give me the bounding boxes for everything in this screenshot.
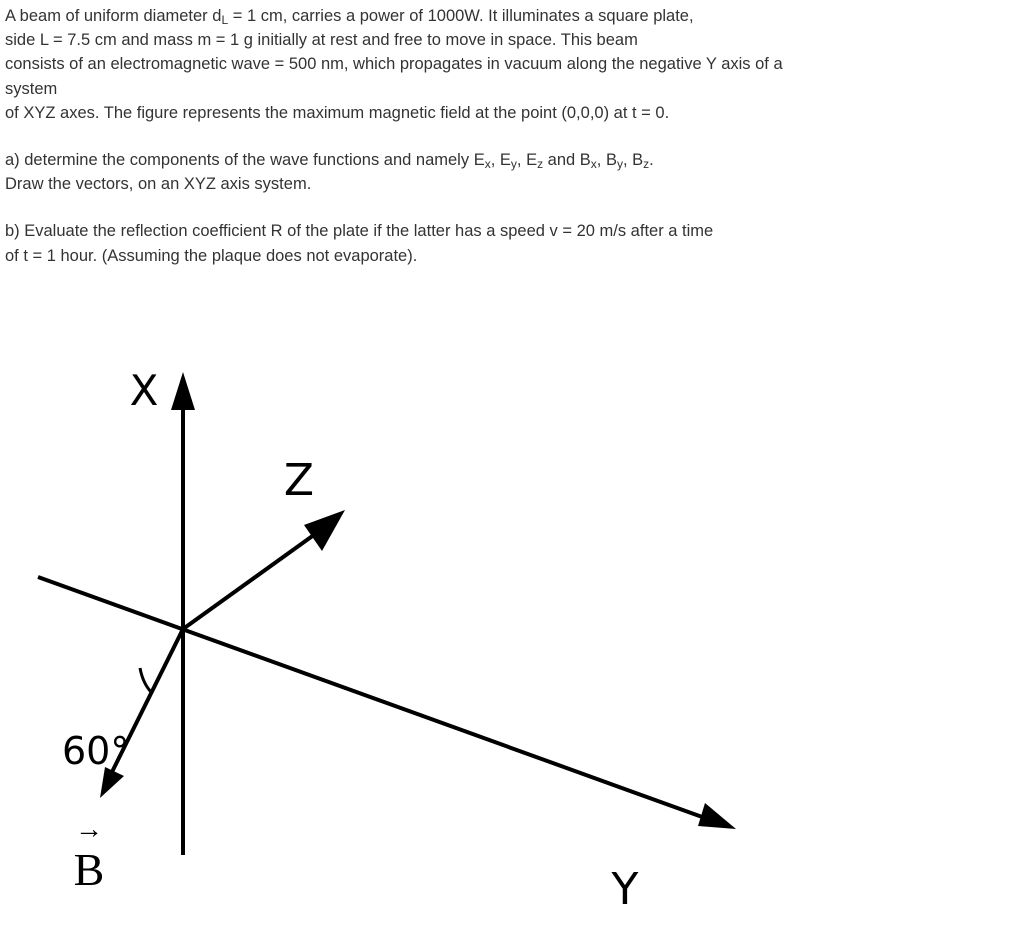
intro-line-5: of XYZ axes. The figure represents the maximum magnetic field at the point (0,0,0) at t = 0. (5, 103, 670, 122)
b-vector-label: B (73, 844, 105, 895)
y-axis-line (38, 577, 705, 818)
part-b-line-2: of t = 1 hour. (Assuming the plaque does not evaporate). (5, 246, 418, 265)
x-axis-arrowhead (171, 372, 195, 410)
intro-line-3: consists of an electromagnetic wave = 500 nm, which propagates in vacuum along the negative Y axis of a (5, 55, 783, 74)
y-axis-label: Y (611, 864, 639, 915)
axes-diagram (0, 320, 1024, 925)
intro-line-1: A beam of uniform diameter $d_L = 1$ cm, carries a power of 1000W. It illuminates a square plate, (5, 7, 694, 27)
angle-arc (140, 668, 152, 693)
part-b-line-1: b) Evaluate the reflection coefficient R of the plate if the latter has a speed v = 20 m/s after a time (5, 222, 714, 241)
part-a-line-1: a) determine the components of the wave functions and namely $E_x$, $E_y$, $E_z$ and $B_x$, $B_y$, $B_z$. (5, 151, 654, 172)
z-axis-line (183, 532, 318, 629)
y-axis-arrowhead (698, 803, 736, 829)
intro-line-4: system (5, 79, 58, 98)
z-axis-label: Z (283, 455, 315, 506)
problem-text (5, 4, 905, 268)
intro-line-2: side L = 7.5 cm and mass m = 1 g initially at rest and free to move in space. This beam (5, 31, 638, 50)
b-vector-overarrow: → (75, 814, 103, 845)
angle-label: 60° (62, 729, 130, 773)
z-axis-arrowhead (304, 510, 345, 551)
part-a-line-2: Draw the vectors, on an XYZ axis system. (5, 175, 312, 194)
x-axis-label: X (129, 366, 159, 415)
